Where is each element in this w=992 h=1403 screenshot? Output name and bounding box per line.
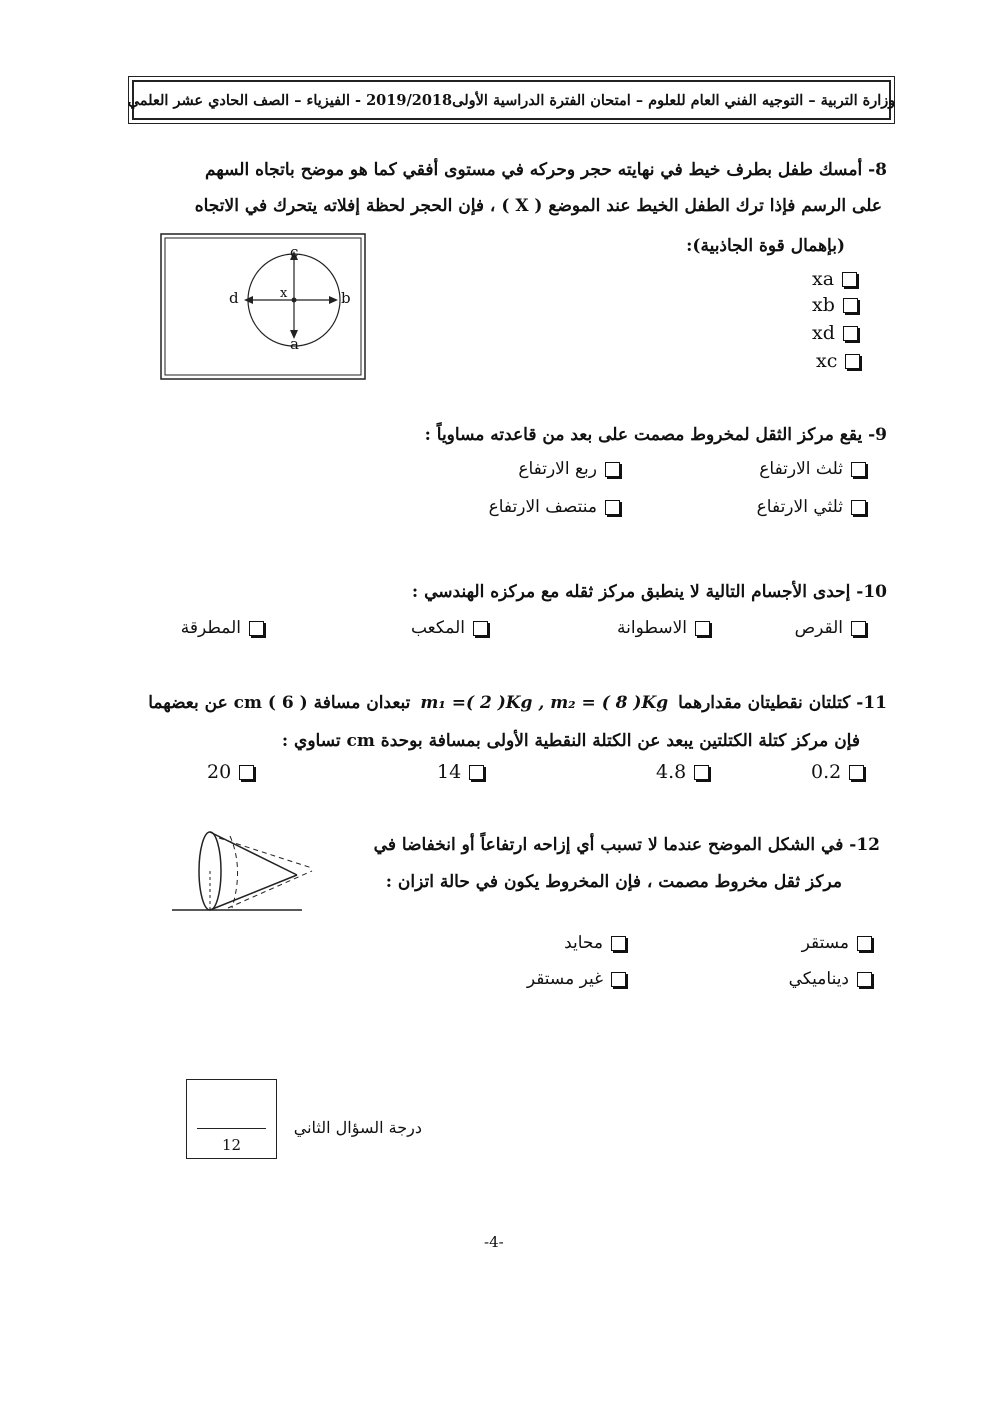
q12-option-3[interactable] xyxy=(789,969,872,989)
q8-option-2-label: xb xyxy=(812,294,835,316)
checkbox-icon[interactable] xyxy=(239,765,254,780)
q12-option-4[interactable] xyxy=(527,969,626,989)
q12-line2: مركز ثقل مخروط مصمت ، فإن المخروط يكون في حالة اتزان : xyxy=(385,872,842,892)
q11-option-2-label: 4.8 xyxy=(656,761,687,783)
q12-option-2[interactable] xyxy=(564,933,626,953)
q10-option-2-label: الاسطوانة xyxy=(617,618,687,638)
checkbox-icon[interactable] xyxy=(611,972,626,987)
q8-option-4-label: xc xyxy=(816,350,838,372)
q8-label-b: b xyxy=(341,289,351,307)
q9-option-2[interactable] xyxy=(518,459,620,479)
q11-option-4[interactable] xyxy=(207,761,254,783)
q8-option-1[interactable] xyxy=(812,268,857,290)
q11-option-1-label: 0.2 xyxy=(811,761,842,783)
score-divider xyxy=(197,1128,266,1129)
q8-option-3-label: xd xyxy=(812,322,835,344)
q10-option-1-label: القرص xyxy=(794,618,843,638)
checkbox-icon[interactable] xyxy=(851,500,866,515)
q10-text: 10- إحدى الأجسام التالية لا ينطبق مركز ثقله مع مركزه الهندسي : xyxy=(411,582,887,602)
checkbox-icon[interactable] xyxy=(469,765,484,780)
checkbox-icon[interactable] xyxy=(851,462,866,477)
q8-label-a: a xyxy=(290,335,299,353)
q11-option-4-label: 20 xyxy=(207,761,232,783)
q8-option-4[interactable] xyxy=(816,350,860,372)
score-total: 12 xyxy=(221,1136,242,1154)
q8-label-c: c xyxy=(290,243,299,261)
score-label: درجة السؤال الثاني xyxy=(293,1118,422,1137)
q9-text: 9- يقع مركز الثقل لمخروط مصمت على بعد من قاعدته مساوياً : xyxy=(424,425,887,445)
checkbox-icon[interactable] xyxy=(842,272,857,287)
q8-label-x: x xyxy=(280,286,288,301)
q11-line2: فإن مركز كتلة الكتلتين يبعد عن الكتلة النقطية الأولى بمسافة بوحدة cm تساوي : xyxy=(281,731,860,751)
q8-line2: على الرسم فإذا ترك الطفل الخيط عند الموضع ( X ) ، فإن الحجر لحظة إفلاته يتحرك في الاتجاه xyxy=(194,196,882,216)
checkbox-icon[interactable] xyxy=(843,326,858,341)
q12-option-3-label: ديناميكي xyxy=(788,969,849,989)
q12-option-4-label: غير مستقر xyxy=(526,969,603,989)
q8-label-d: d xyxy=(229,289,239,307)
q8-circular-motion-figure xyxy=(160,233,366,380)
checkbox-icon[interactable] xyxy=(857,972,872,987)
q11-option-3[interactable] xyxy=(437,761,484,783)
checkbox-icon[interactable] xyxy=(849,765,864,780)
q9-option-3-label: ثلثي الارتفاع xyxy=(756,497,843,517)
score-box[interactable] xyxy=(186,1079,277,1159)
q10-option-4[interactable] xyxy=(181,618,264,638)
checkbox-icon[interactable] xyxy=(249,621,264,636)
q11-line1-end: تبعدان مسافة cm ( 6 ) عن بعضهما xyxy=(148,693,411,713)
q10-option-2[interactable] xyxy=(617,618,710,638)
q9-option-1-label: ثلث الارتفاع xyxy=(759,459,843,479)
q12-option-1-label: مستقر xyxy=(801,933,849,953)
q12-cone-figure xyxy=(172,828,322,916)
checkbox-icon[interactable] xyxy=(473,621,488,636)
checkbox-icon[interactable] xyxy=(851,621,866,636)
q8-option-3[interactable] xyxy=(812,322,858,344)
q11-option-1[interactable] xyxy=(811,761,864,783)
exam-header xyxy=(127,80,896,120)
checkbox-icon[interactable] xyxy=(857,936,872,951)
q9-option-4-label: منتصف الارتفاع xyxy=(488,497,597,517)
q10-option-4-label: المطرقة xyxy=(180,618,241,638)
q12-option-2-label: محايد xyxy=(564,933,603,953)
q9-option-2-label: ربع الارتفاع xyxy=(518,459,597,479)
q9-option-4[interactable] xyxy=(489,497,620,517)
q8-line1: 8- أمسك طفل بطرف خيط في نهايته حجر وحركه في مستوى أفقي كما هو موضح باتجاه السهم xyxy=(204,160,887,180)
q12-option-1[interactable] xyxy=(802,933,872,953)
checkbox-icon[interactable] xyxy=(843,298,858,313)
q8-option-2[interactable] xyxy=(812,294,858,316)
q10-option-3-label: المكعب xyxy=(410,618,465,638)
q8-option-1-label: xa xyxy=(812,268,835,290)
q10-option-3[interactable] xyxy=(411,618,488,638)
q12-line1: 12- في الشكل الموضح عندما لا تسبب أي إزاحه ارتفاعاً أو انخفاضا في xyxy=(373,835,880,855)
checkbox-icon[interactable] xyxy=(605,462,620,477)
page-number: -4- xyxy=(484,1233,504,1251)
checkbox-icon[interactable] xyxy=(695,621,710,636)
q11-masses-formula: m₁ =( 2 )Kg , m₂ = ( 8 )Kg xyxy=(420,693,669,713)
q10-option-1[interactable] xyxy=(795,618,866,638)
checkbox-icon[interactable] xyxy=(605,500,620,515)
checkbox-icon[interactable] xyxy=(845,354,860,369)
q9-option-3[interactable] xyxy=(757,497,866,517)
q11-line1 xyxy=(148,693,887,713)
q11-option-2[interactable] xyxy=(656,761,709,783)
q11-line1-start: 11- كتلتان نقطيتان مقدارهما xyxy=(678,693,887,713)
q8-line3: (بإهمال قوة الجاذبية): xyxy=(686,236,845,256)
checkbox-icon[interactable] xyxy=(611,936,626,951)
q9-option-1[interactable] xyxy=(759,459,866,479)
q11-option-3-label: 14 xyxy=(437,761,462,783)
checkbox-icon[interactable] xyxy=(694,765,709,780)
header-title: وزارة التربية – التوجيه الفني العام للعلوم – امتحان الفترة الدراسية الأولى2019/2018 - الفيزياء – الصف الحادي عشر العلمي xyxy=(127,91,896,109)
